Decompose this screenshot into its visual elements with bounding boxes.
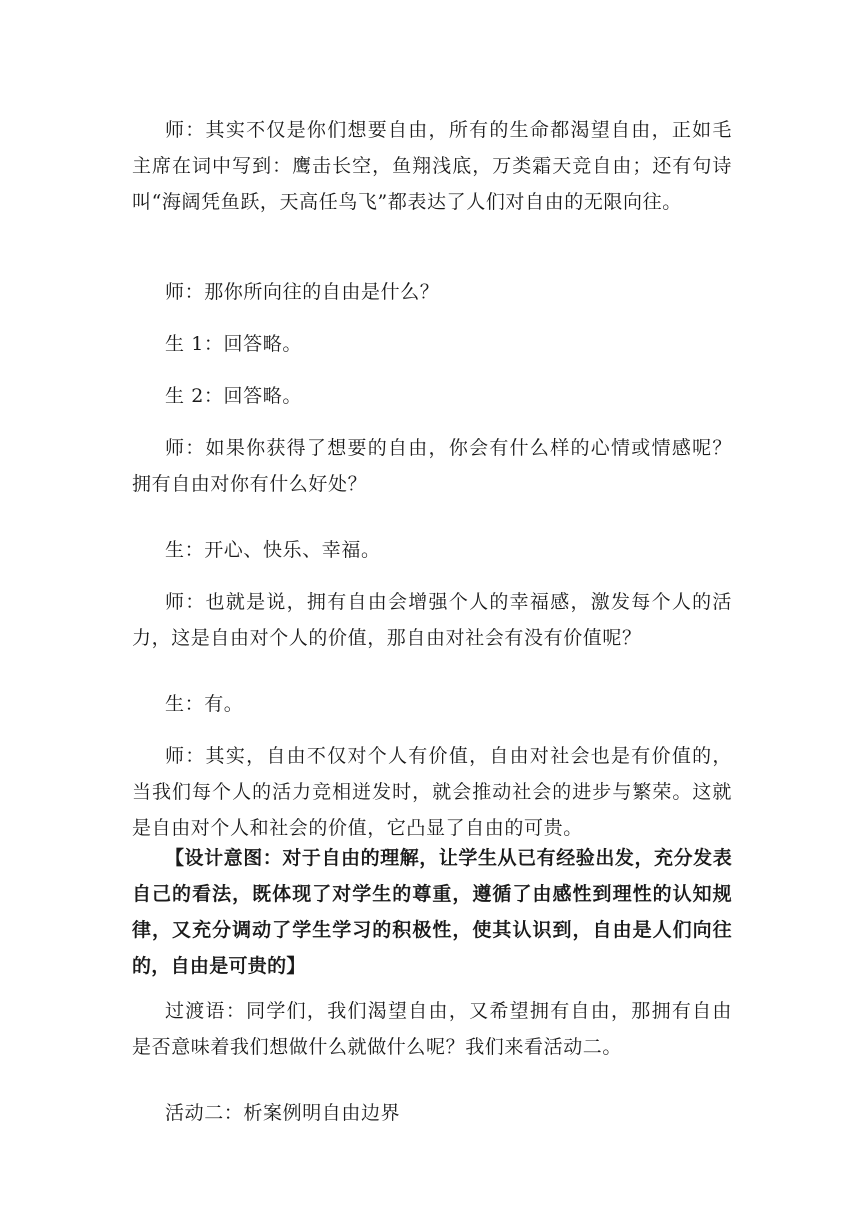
paragraph-student-1-answer: 生 1：回答略。 <box>165 333 302 355</box>
paragraph-teacher-social-value: 师：其实，自由不仅对个人有价值，自由对社会也是有价值的，当我们每个人的活力竞相迸发时，就会推动社会的进步与繁荣。这就是自由对个人和社会的价值，它凸显了自由的可贵。 <box>132 745 732 839</box>
paragraph-student-2-answer: 生 2：回答略。 <box>165 385 302 407</box>
paragraph-teacher-value-of-freedom: 师：也就是说，拥有自由会增强个人的幸福感，激发每个人的活力，这是自由对个人的价值，那自由对社会有没有价值呢？ <box>132 591 732 649</box>
paragraph-teacher-question-freedom: 师：那你所向往的自由是什么？ <box>165 281 440 303</box>
paragraph-transition: 过渡语：同学们，我们渴望自由，又希望拥有自由，那拥有自由是否意味着我们想做什么就做什么呢？我们来看活动二。 <box>132 1000 732 1058</box>
paragraph-student-yes: 生：有。 <box>165 693 244 715</box>
paragraph-student-feelings: 生：开心、快乐、幸福。 <box>165 539 381 561</box>
paragraph-teacher-question-feeling: 师：如果你获得了想要的自由，你会有什么样的心情或情感呢？拥有自由对你有什么好处？ <box>132 437 732 495</box>
paragraph-teacher-freedom-yearning: 师：其实不仅是你们想要自由，所有的生命都渴望自由，正如毛主席在词中写到：鹰击长空，鱼翔浅底，万类霜天竞自由；还有句诗叫“海阔凭鱼跃，天高任鸟飞”都表达了人们对自由的无限向往。 <box>132 119 732 213</box>
paragraph-design-intent: 【设计意图：对于自由的理解，让学生从已有经验出发，充分发表自己的看法，既体现了对学生的尊重，遵循了由感性到理性的认知规律，又充分调动了学生学习的积极性，使其认识到，自由是人们向往的，自由是可贵的】 <box>132 847 732 977</box>
paragraph-activity-two-heading: 活动二：析案例明自由边界 <box>165 1102 401 1124</box>
